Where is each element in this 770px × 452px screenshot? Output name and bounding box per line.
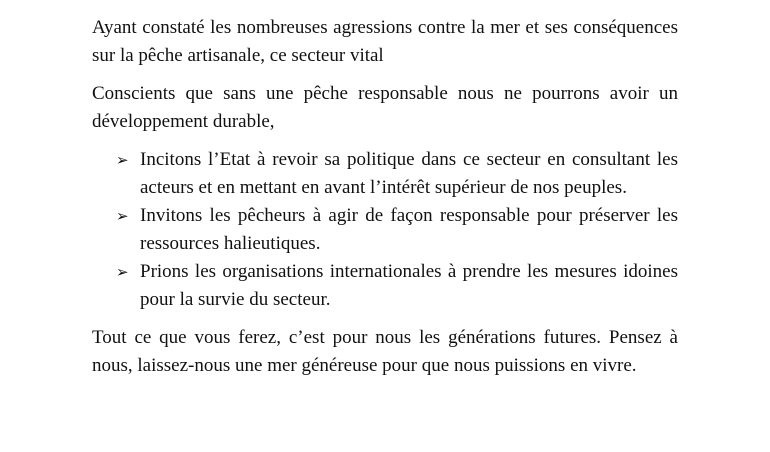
- list-item: [92, 258, 678, 314]
- resolution-list: [92, 146, 678, 314]
- paragraph-observation: Ayant constaté les nombreuses agressions contre la mer et ses conséquences sur la pêche artisanale, ce secteur vital: [92, 17, 678, 66]
- list-item: [92, 202, 678, 258]
- list-item: [92, 146, 678, 202]
- arrow-bullet-icon: ➢: [116, 263, 129, 281]
- document-page: [92, 14, 678, 380]
- list-item-text: Incitons l’Etat à revoir sa politique dans ce secteur en consultant les acteurs et en mettant en avant l’intérêt supérieur de nos peuples.: [140, 149, 678, 198]
- paragraph-conscious: Conscients que sans une pêche responsable nous ne pourrons avoir un développement durable,: [92, 83, 678, 132]
- list-item-text: Prions les organisations internationales à prendre les mesures idoines pour la survie du secteur.: [140, 261, 678, 310]
- paragraph-closing: Tout ce que vous ferez, c’est pour nous les générations futures. Pensez à nous, laissez-nous une mer généreuse pour que nous puissions en vivre.: [92, 327, 678, 376]
- list-item-text: Invitons les pêcheurs à agir de façon responsable pour préserver les ressources halieutiques.: [140, 205, 678, 254]
- arrow-bullet-icon: ➢: [116, 151, 129, 169]
- arrow-bullet-icon: ➢: [116, 207, 129, 225]
